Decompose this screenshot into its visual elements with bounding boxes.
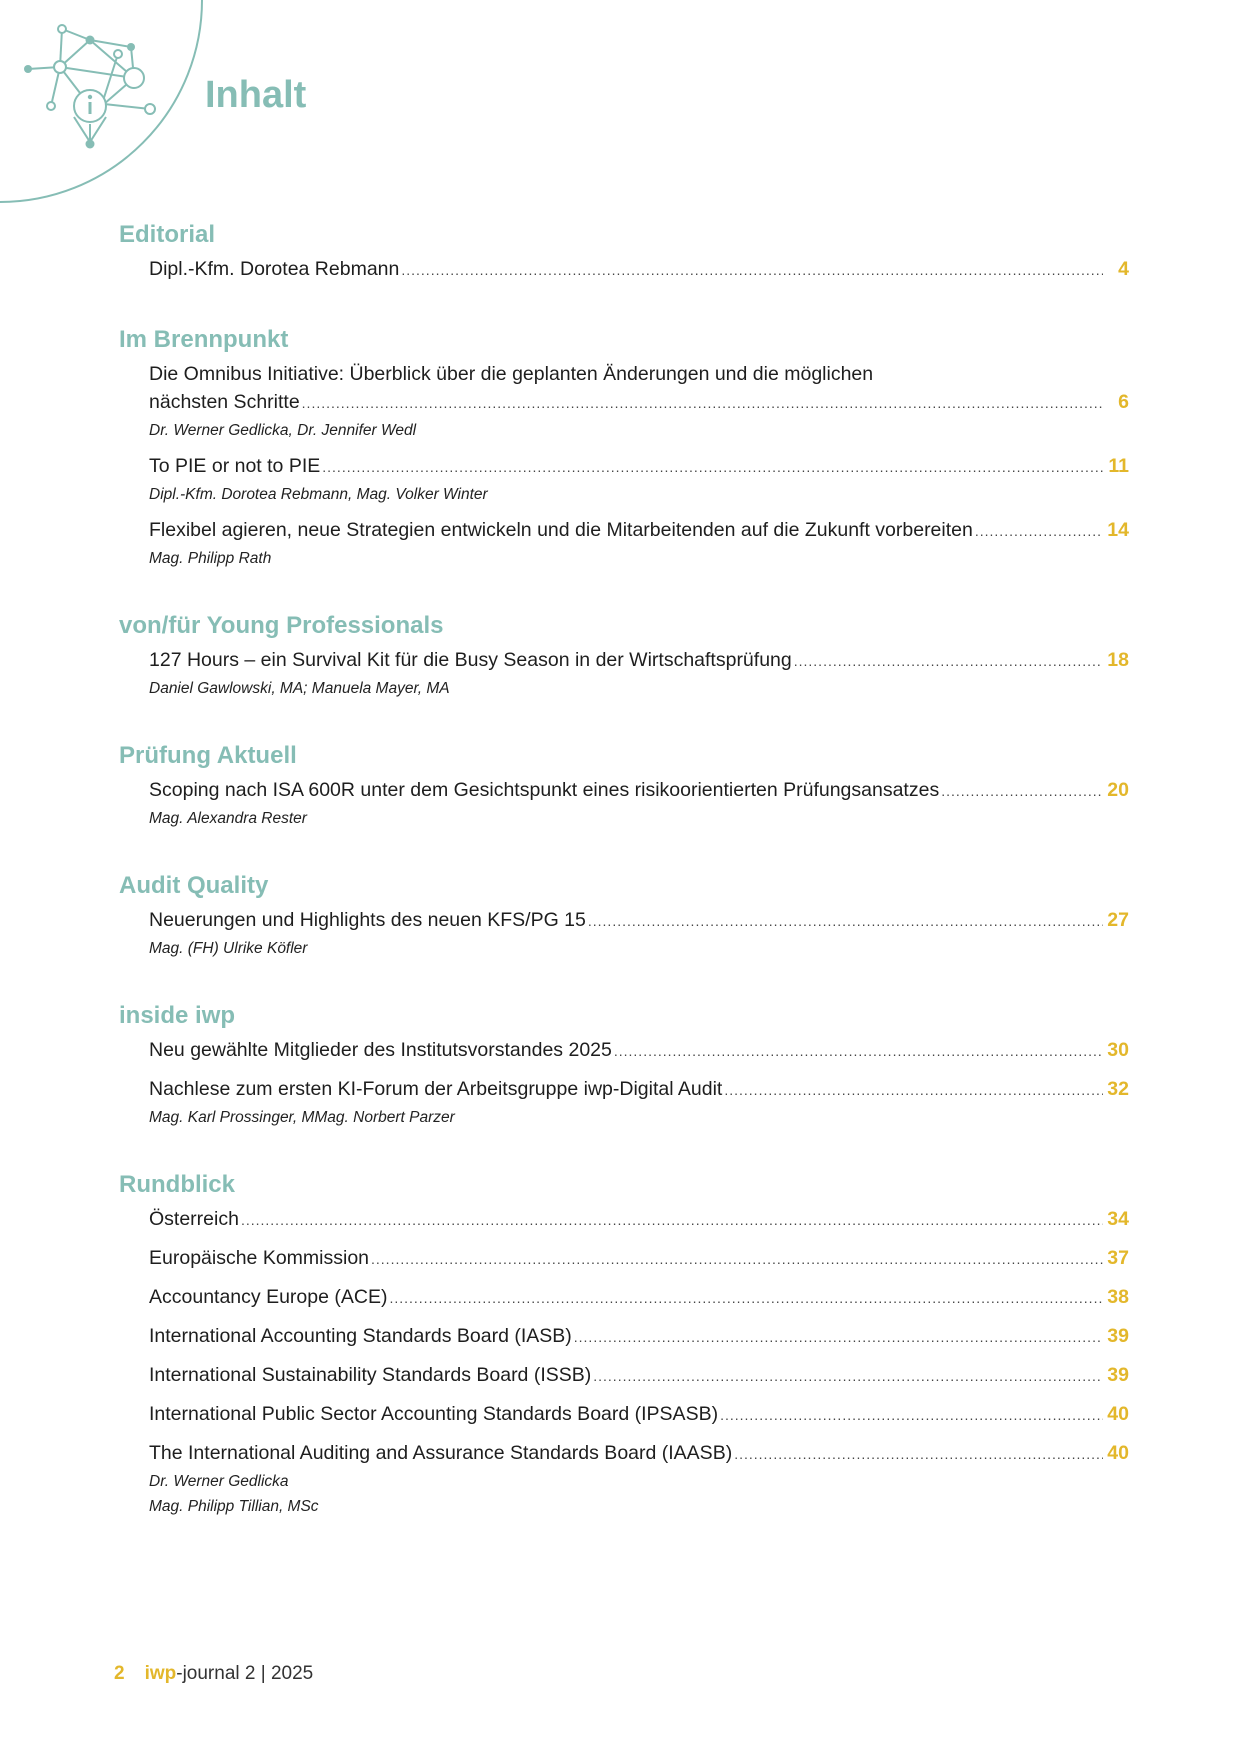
entry-author: Mag. (FH) Ulrike Köfler [149,940,308,957]
entry-line [149,255,1129,284]
toc-entry[interactable] [149,255,1129,294]
entry-line [149,1400,1129,1429]
entry-page-number[interactable]: 34 [1107,1208,1129,1230]
entry-line [149,388,1129,417]
toc-entry[interactable] [149,776,1129,840]
toc-entry[interactable] [149,516,1129,580]
toc-section [119,1168,1129,1528]
entry-line [149,1283,1129,1312]
entry-line [149,646,1129,675]
toc-entry[interactable] [149,1244,1129,1283]
entry-line [149,776,1129,805]
entry-author: Daniel Gawlowski, MA; Manuela Mayer, MA [149,680,450,697]
entry-author: Dr. Werner Gedlicka [149,1473,289,1490]
toc-section [119,323,1129,580]
entry-author: Dr. Werner Gedlicka, Dr. Jennifer Wedl [149,422,417,439]
dot-leader [588,907,1103,935]
entry-title: Europäische Kommission [149,1247,370,1269]
entry-line [149,1244,1129,1273]
toc-entry[interactable] [149,1205,1129,1244]
toc-entry[interactable] [149,360,1129,452]
toc-entry[interactable] [149,1361,1129,1400]
toc-entry[interactable] [149,646,1129,710]
entry-page-number[interactable]: 38 [1107,1286,1129,1308]
entry-page-number[interactable]: 40 [1107,1442,1129,1464]
footer-brand: iwp [144,1663,177,1684]
toc-section [119,739,1129,840]
entry-line [149,906,1129,935]
dot-leader [389,1284,1103,1312]
entry-title: Flexibel agieren, neue Strategien entwickeln und die Mitarbeitenden auf die Zukunft vorbereiten [149,519,973,541]
section-title: Audit Quality [119,872,269,899]
section-title: Editorial [119,221,216,248]
entry-page-number[interactable]: 40 [1107,1403,1129,1425]
entry-line [149,1036,1129,1065]
table-of-contents [119,218,1129,1557]
entry-page-number[interactable]: 27 [1107,909,1129,931]
dot-leader [574,1323,1103,1351]
dot-leader [614,1037,1103,1065]
entry-title: Scoping nach ISA 600R unter dem Gesichtspunkt eines risikoorientierten Prüfungsansatzes [149,779,940,801]
footer-publication: -journal 2 | 2025 [176,1663,314,1684]
header-logo [0,0,215,215]
toc-entry[interactable] [149,1283,1129,1322]
page-footer [114,1663,313,1685]
dot-leader [401,256,1103,284]
entry-author: Dipl.-Kfm. Dorotea Rebmann, Mag. Volker Winter [149,486,488,503]
entry-line [149,1075,1129,1104]
entry-page-number[interactable]: 30 [1107,1039,1129,1061]
entry-line [149,1205,1129,1234]
toc-section [119,218,1129,294]
section-title: Im Brennpunkt [119,326,289,353]
entry-title: The International Auditing and Assurance Standards Board (IAASB) [149,1442,733,1464]
entry-line [149,452,1129,481]
toc-section [119,869,1129,970]
dot-leader [371,1245,1103,1273]
entry-title: 127 Hours – ein Survival Kit für die Busy Season in der Wirtschaftsprüfung [149,649,792,671]
entry-author: Mag. Karl Prossinger, MMag. Norbert Parzer [149,1109,455,1126]
section-title: Rundblick [119,1171,236,1198]
toc-entry[interactable] [149,906,1129,970]
entry-page-number[interactable]: 4 [1118,258,1129,280]
entry-title: nächsten Schritte [149,391,300,413]
entry-title: Dipl.-Kfm. Dorotea Rebmann [149,258,400,280]
dot-leader [794,647,1103,675]
toc-entry[interactable] [149,1439,1129,1528]
entry-title: International Accounting Standards Board (IASB) [149,1325,572,1347]
entry-title: International Sustainability Standards Board (ISSB) [149,1364,592,1386]
entry-page-number[interactable]: 39 [1107,1325,1129,1347]
dot-leader [720,1401,1103,1429]
page-title: Inhalt [205,74,307,116]
section-title: von/für Young Professionals [119,612,444,639]
entry-line [149,1439,1129,1468]
section-title: inside iwp [119,1002,236,1029]
entry-page-number[interactable]: 37 [1107,1247,1129,1269]
entry-title: Neu gewählte Mitglieder des Institutsvorstandes 2025 [149,1039,612,1061]
entry-page-number[interactable]: 11 [1108,455,1129,477]
dot-leader [734,1440,1103,1468]
toc-entry[interactable] [149,1322,1129,1361]
entry-title: Neuerungen und Highlights des neuen KFS/PG 15 [149,909,586,931]
entry-title: International Public Sector Accounting Standards Board (IPSASB) [149,1403,719,1425]
dot-leader [724,1076,1103,1104]
entry-line [149,516,1129,545]
dot-leader [975,517,1103,545]
entry-page-number[interactable]: 39 [1107,1364,1129,1386]
footer-page-number: 2 [114,1663,125,1684]
entry-title: Österreich [149,1208,239,1230]
section-title: Prüfung Aktuell [119,742,297,769]
entry-author: Mag. Philipp Tillian, MSc [149,1498,319,1515]
entry-line [149,1361,1129,1390]
toc-entry[interactable] [149,1036,1129,1075]
entry-author: Mag. Alexandra Rester [149,810,307,827]
entry-page-number[interactable]: 6 [1118,391,1129,413]
dot-leader [302,389,1103,417]
toc-section [119,999,1129,1139]
entry-page-number[interactable]: 32 [1107,1078,1129,1100]
dot-leader [941,777,1103,805]
dot-leader [241,1206,1103,1234]
entry-title: To PIE or not to PIE [149,455,321,477]
entry-title: Accountancy Europe (ACE) [149,1286,388,1308]
entry-page-number[interactable]: 18 [1107,649,1129,671]
toc-entry[interactable] [149,1075,1129,1139]
entry-title-line: Die Omnibus Initiative: Überblick über die geplanten Änderungen und die möglichen [149,363,874,385]
entry-page-number[interactable]: 20 [1107,779,1129,801]
entry-title: Nachlese zum ersten KI-Forum der Arbeitsgruppe iwp-Digital Audit [149,1078,723,1100]
entry-line [149,1322,1129,1351]
entry-page-number[interactable]: 14 [1107,519,1129,541]
toc-entry[interactable] [149,452,1129,516]
dot-leader [322,453,1103,481]
toc-section [119,609,1129,710]
toc-entry[interactable] [149,1400,1129,1439]
dot-leader [593,1362,1103,1390]
entry-author: Mag. Philipp Rath [149,550,272,567]
